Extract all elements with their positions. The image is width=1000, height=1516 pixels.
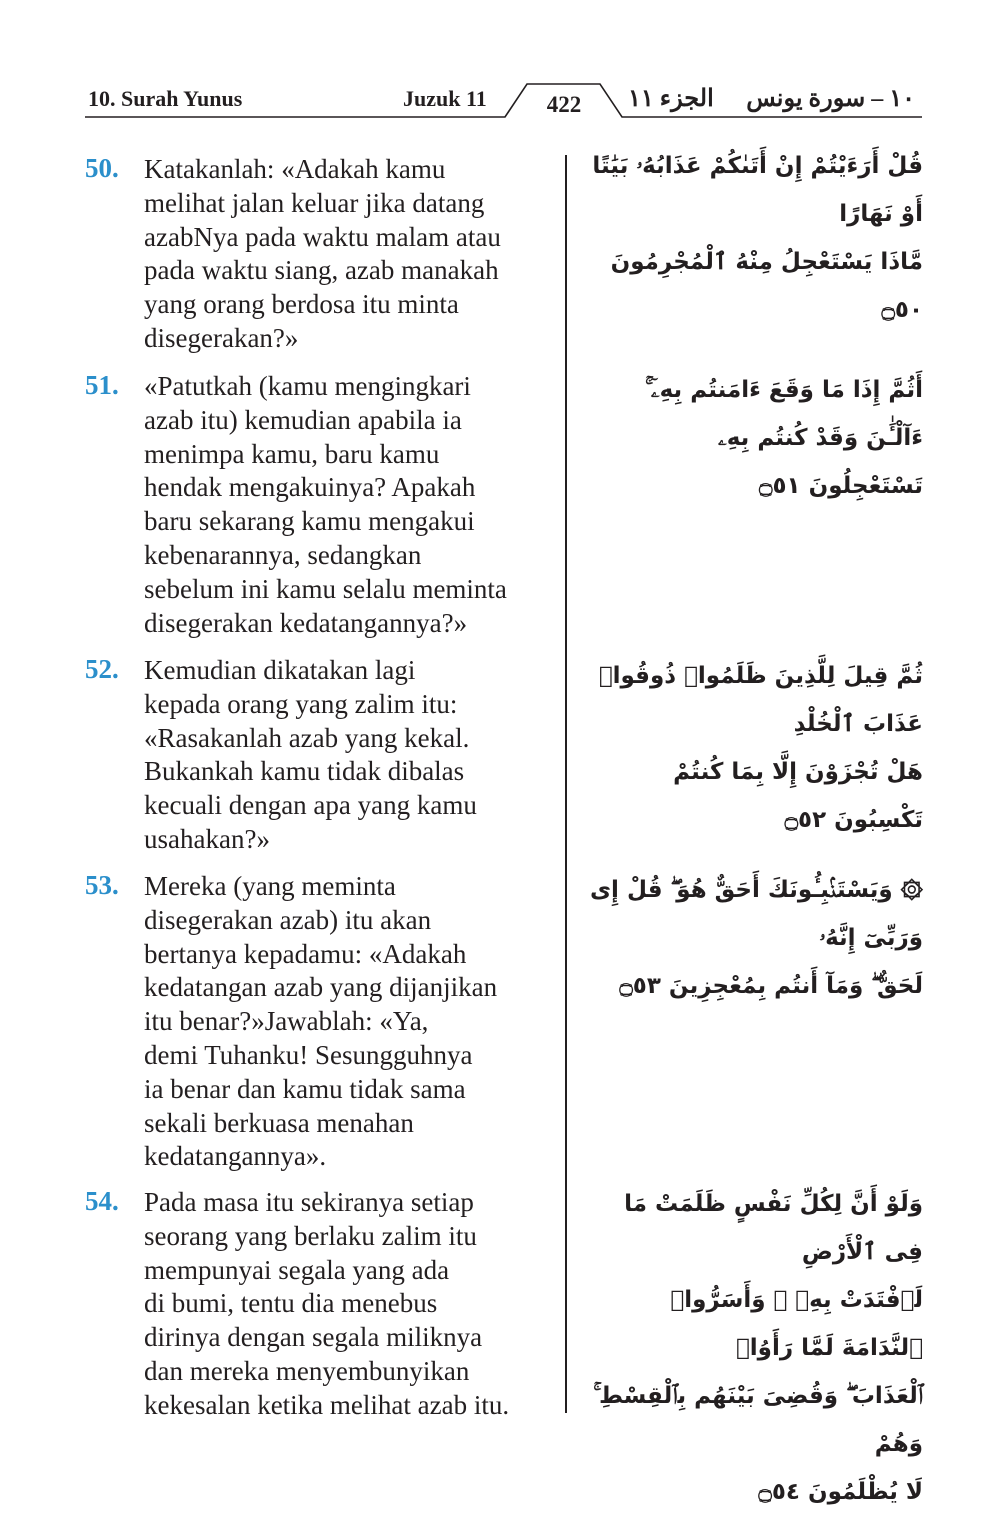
surah-title-latin: 10. Surah Yunus <box>88 86 243 111</box>
page-number: 422 <box>546 92 582 117</box>
verse-number-53: 53. <box>85 870 119 900</box>
verse-arabic-53: ۞ وَيَسْتَنۢبِـُٔونَكَ أَحَقٌّ هُوَ ۖ قُلْ إِى وَرَبِّىٓ إِنَّهُۥ لَحَقٌّ ۖ وَمَآ أَنتُم بِمُعْجِزِينَ ۝٥٣ <box>589 877 923 999</box>
verse-arabic-50: قُلْ أَرَءَيْتُمْ إِنْ أَتَىٰكُمْ عَذَابُهُۥ بَيَٰتًا أَوْ نَهَارًا مَّاذَا يَسْتَعْجِلُ مِنْهُ ٱلْمُجْرِمُونَ ۝٥٠ <box>592 153 923 323</box>
juzuk-label: Juzuk 11 <box>403 86 487 111</box>
verse-translation-51: «Patutkah (kamu mengingkari azab itu) kemudian apabila ia menimpa kamu, baru kamu hendak mengakuinya? Apakah baru sekarang kamu mengakui kebenarannya, sedangkan sebelum ini kamu selalu meminta disegerakan kedatangannya?» <box>144 371 507 638</box>
verse-arabic-52: ثُمَّ قِيلَ لِلَّذِينَ ظَلَمُوا۟ ذُوقُوا۟ عَذَابَ ٱلْخُلْدِ هَلْ تُجْزَوْنَ إِلَّا بِمَا كُنتُمْ تَكْسِبُونَ ۝٥٢ <box>598 663 923 833</box>
verse-number-52: 52. <box>85 654 119 684</box>
verse-arabic-54: وَلَوْ أَنَّ لِكُلِّ نَفْسٍ ظَلَمَتْ مَا فِى ٱلْأَرْضِ لَٱفْتَدَتْ بِهِۦ ۗ وَأَسَرُّوا۟ ٱلنَّدَامَةَ لَمَّا رَأَوُا۟ ٱلْعَذَابَ ۖ وَقُضِىَ بَيْنَهُم بِٱلْقِسْطِ ۚ وَهُمْ لَا يُظْلَمُونَ ۝٥٤ <box>593 1191 923 1505</box>
verse-translation-54: Pada masa itu sekiranya setiap seorang yang berlaku zalim itu mempunyai segala yang ada di bumi, tentu dia menebus dirinya dengan segala miliknya dan mereka menyembunyikan kekesalan ketika melihat azab itu. <box>144 1187 510 1420</box>
verse-translation-53: Mereka (yang meminta disegerakan azab) itu akan bertanya kepadamu: «Adakah kedatangan azab yang dijanjikan itu benar?»Jawablah: «Ya, demi Tuhanku! Sesungguhnya ia benar dan kamu tidak sama sekali berkuasa menahan kedatangannya». <box>144 871 498 1172</box>
verse-translation-50: Katakanlah: «Adakah kamu melihat jalan keluar jika datang azabNya pada waktu malam atau pada waktu siang, azab manakah yang orang berdosa itu minta disegerakan?» <box>144 154 501 353</box>
verse-translation-52: Kemudian dikatakan lagi kepada orang yang zalim itu: «Rasakanlah azab yang kekal. Bukankah kamu tidak dibalas kecuali dengan apa yang kamu usahakan?» <box>144 655 477 854</box>
page-header <box>0 0 1000 130</box>
verse-number-54: 54. <box>85 1186 119 1216</box>
verse-arabic-51: أَثُمَّ إِذَا مَا وَقَعَ ءَامَنتُم بِهِۦٓ ۚ ءَآلْـَٰٔنَ وَقَدْ كُنتُم بِهِۦ تَسْتَعْجِلُونَ ۝٥١ <box>645 377 923 499</box>
juz-label-arabic: الجزء ١١ <box>628 86 714 112</box>
verse-number-50: 50. <box>85 153 119 183</box>
verse-number-51: 51. <box>85 370 119 400</box>
column-divider <box>565 155 567 1413</box>
surah-title-arabic: ١٠ – سورة يونس <box>746 86 915 112</box>
